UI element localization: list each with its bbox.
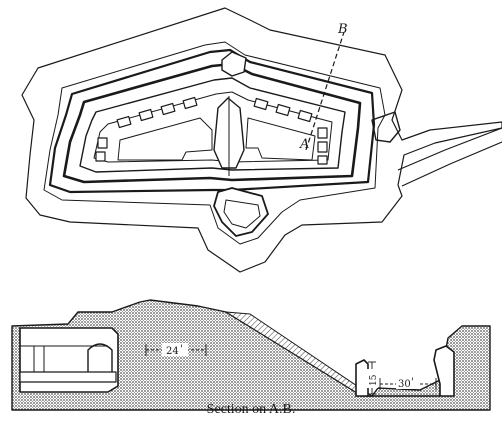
- salient-top: [222, 52, 246, 76]
- dim-15-label: 15: [369, 374, 379, 386]
- parade-left: [118, 118, 212, 160]
- dim-30-prime: ': [411, 377, 414, 388]
- section-profile: [12, 300, 490, 410]
- fort-plan: [22, 8, 502, 272]
- ditch-outer: [50, 50, 374, 192]
- approach-road: [398, 128, 502, 186]
- gorge-caponier: [214, 188, 268, 236]
- rampart-outer: [64, 64, 360, 182]
- dim-24-label: 24: [166, 346, 179, 357]
- glacis-outline: [22, 8, 502, 272]
- plan-label-a: A: [300, 137, 310, 152]
- section-caption: Section on A.B.: [206, 402, 296, 417]
- traverses-right: [254, 99, 327, 164]
- casemate-floor: [20, 372, 116, 382]
- traverses-left: [96, 98, 197, 161]
- dim-24-prime: ': [180, 344, 183, 355]
- plan-label-b: B: [338, 22, 348, 37]
- dim-30-label: 30: [398, 379, 411, 390]
